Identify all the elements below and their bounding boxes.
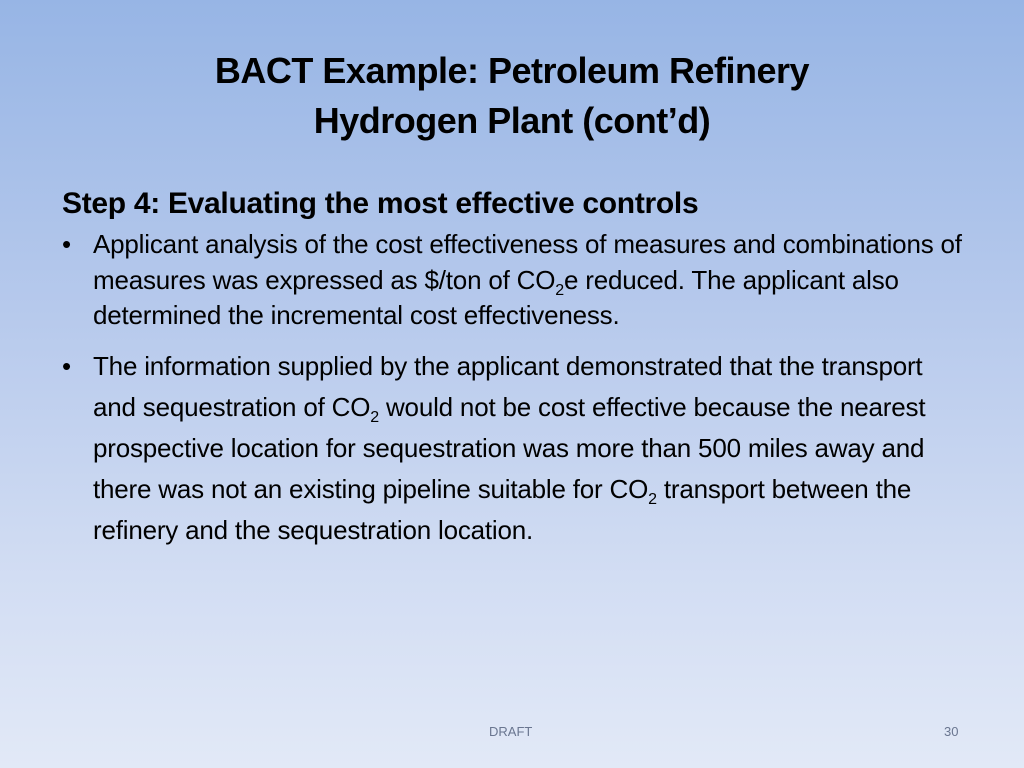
- subscript: 2: [648, 490, 657, 508]
- bullet-item-cost-analysis: [62, 227, 972, 334]
- subscript: 2: [370, 408, 379, 426]
- bullet-text: The information supplied by the applicant demonstrated that the transport and sequestration of CO: [93, 350, 923, 422]
- bullet-text: transport between the refinery and the sequestration location.: [93, 473, 912, 545]
- bullet-text: e reduced. The applicant also determined the incremental cost effectiveness.: [93, 264, 899, 330]
- bullet-icon: •: [62, 229, 71, 259]
- slide-number: 30: [944, 724, 959, 739]
- bullet-item-sequestration: [62, 346, 972, 551]
- bullet-text: would not be cost effective because the nearest prospective location for sequestration was more than 500 miles away and there was not an existing pipeline suitable for CO: [93, 391, 926, 504]
- slide-title-line-2: Hydrogen Plant (cont’d): [313, 100, 711, 141]
- slide-title-line-1: BACT Example: Petroleum Refinery: [214, 50, 810, 91]
- bullet-icon: •: [62, 350, 71, 381]
- bullet-list: [62, 227, 972, 551]
- slide-body: [62, 185, 972, 551]
- footer-draft-label: DRAFT: [489, 724, 533, 739]
- step-heading: Step 4: Evaluating the most effective controls: [62, 187, 699, 220]
- subscript: 2: [555, 281, 564, 299]
- slide-title: [100, 46, 924, 146]
- bullet-text: Applicant analysis of the cost effectiveness of measures and combinations of measures was expressed as $/ton of CO: [93, 229, 962, 295]
